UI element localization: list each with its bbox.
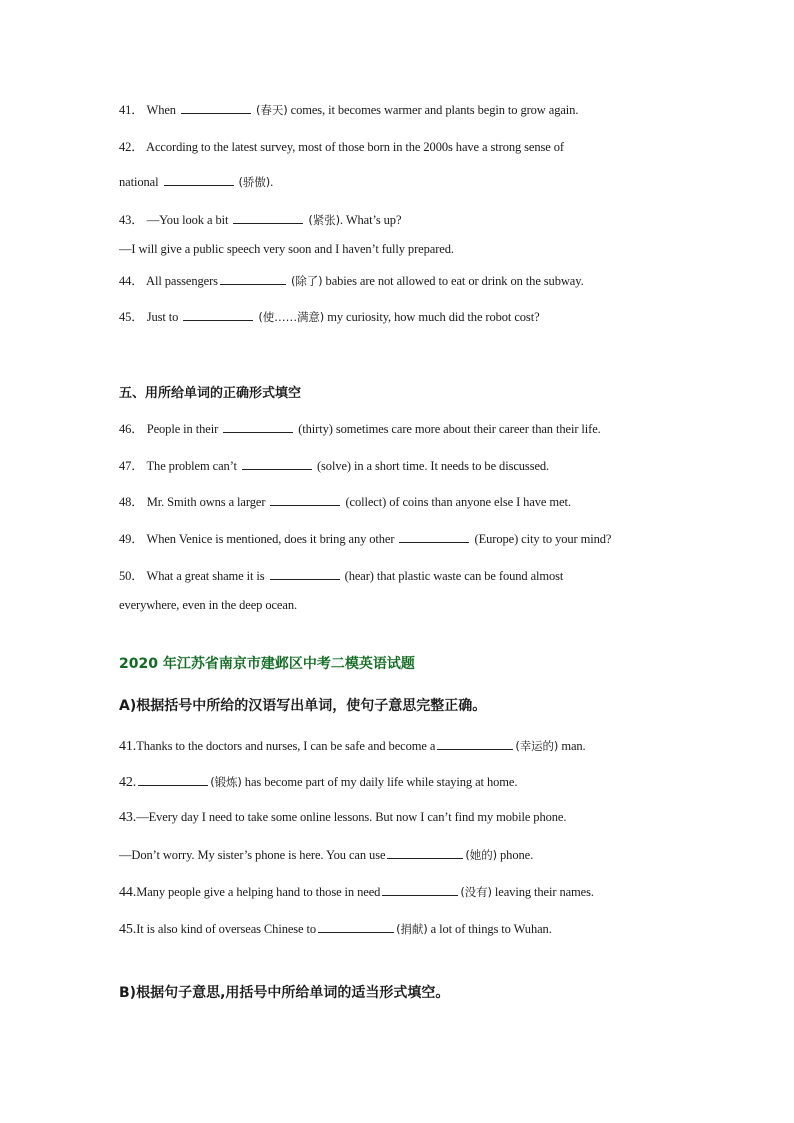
exam2-question-42 <box>119 773 517 791</box>
part-b-heading: B)根据句子意思,用括号中所给单词的适当形式填空。 <box>119 985 450 1001</box>
question-44 <box>119 271 584 289</box>
question-text: Many people give a helping hand to those in need <box>136 885 381 899</box>
hint-text: (骄傲) <box>238 175 271 189</box>
question-number: 41. <box>119 739 137 754</box>
exam-title-year: 2020 <box>119 656 158 672</box>
question-number: 47． <box>119 459 144 473</box>
question-number: 42． <box>119 140 144 154</box>
question-42 <box>119 137 564 155</box>
question-number: 44. <box>119 885 137 900</box>
exam2-question-44 <box>119 883 594 901</box>
answer-blank[interactable] <box>437 737 513 750</box>
question-text: man. <box>558 739 586 753</box>
question-text: —Don’t worry. My sister’s phone is here. You can use <box>119 848 386 862</box>
question-number: 46． <box>119 422 144 436</box>
question-text: All passengers <box>146 274 218 288</box>
question-text: a lot of things to Wuhan. <box>427 922 552 936</box>
question-number: 50． <box>119 569 144 583</box>
question-text: —I will give a public speech very soon and I haven’t fully prepared. <box>119 242 454 256</box>
hint-text: (她的) <box>465 848 497 862</box>
question-text: that plastic waste can be found almost <box>373 569 564 583</box>
question-47 <box>119 456 549 474</box>
question-43 <box>119 210 401 228</box>
question-text: comes, it becomes warmer and plants begin to grow again. <box>287 103 579 117</box>
hint-text: (collect) <box>345 495 387 509</box>
question-number: 41． <box>119 103 144 117</box>
question-text: of coins than anyone else I have met. <box>386 495 571 509</box>
question-text: . <box>270 175 274 189</box>
question-text: city to your mind? <box>518 532 612 546</box>
question-text: What a great shame it is <box>146 569 268 583</box>
question-number: 45． <box>119 310 144 324</box>
question-number: 44． <box>119 274 144 288</box>
question-text: It is also kind of overseas Chinese to <box>136 922 317 936</box>
hint-text: (除了) <box>290 274 323 288</box>
question-text: —You look a bit <box>146 213 232 227</box>
question-text: Mr. Smith owns a larger <box>146 495 269 509</box>
question-text: When <box>146 103 179 117</box>
question-50 <box>119 566 563 584</box>
answer-blank[interactable] <box>387 846 463 859</box>
question-text: babies are not allowed to eat or drink on the subway. <box>322 274 584 288</box>
answer-blank[interactable] <box>223 420 293 433</box>
hint-text: (hear) <box>344 569 374 583</box>
hint-text: (锻炼) <box>210 775 242 789</box>
hint-text: (Europe) <box>474 532 519 546</box>
question-text: Thanks to the doctors and nurses, I can be safe and become a <box>136 739 436 753</box>
question-46 <box>119 419 601 437</box>
exam2-question-43-reply <box>119 846 533 863</box>
answer-blank[interactable] <box>181 101 251 114</box>
question-48 <box>119 492 571 510</box>
question-text: . What’s up? <box>340 213 402 227</box>
question-text: phone. <box>497 848 534 862</box>
exam-title-text: 年江苏省南京市建邺区中考二模英语试题 <box>157 656 415 672</box>
answer-blank[interactable] <box>233 211 303 224</box>
question-number: 45. <box>119 922 137 937</box>
question-text: has become part of my daily life while staying at home. <box>241 775 518 789</box>
question-text: People in their <box>146 422 222 436</box>
answer-blank[interactable] <box>318 920 394 933</box>
question-number: 43. <box>119 810 137 825</box>
hint-text: (捐献) <box>396 922 428 936</box>
question-41 <box>119 100 578 118</box>
question-50-cont <box>119 598 297 613</box>
question-text: leaving their names. <box>491 885 594 899</box>
question-number: 49． <box>119 532 144 546</box>
answer-blank[interactable] <box>382 883 458 896</box>
question-text: in a short time. It needs to be discussed. <box>350 459 550 473</box>
hint-text: (紧张) <box>308 213 340 227</box>
question-number: 42. <box>119 775 137 790</box>
hint-text: (没有) <box>460 885 492 899</box>
question-text: Just to <box>146 310 182 324</box>
hint-text: (thirty) <box>298 422 333 436</box>
hint-text: (春天) <box>256 103 288 117</box>
question-number: 48． <box>119 495 144 509</box>
answer-blank[interactable] <box>220 272 286 285</box>
question-text: —Every day I need to take some online lessons. But now I can’t find my mobile phone. <box>136 810 567 824</box>
question-45 <box>119 307 540 325</box>
question-42-cont <box>119 173 273 190</box>
exam2-question-43 <box>119 810 566 826</box>
hint-text: (使……满意) <box>258 310 325 324</box>
question-text: The problem can’t <box>146 459 240 473</box>
answer-blank[interactable] <box>270 493 340 506</box>
answer-blank[interactable] <box>242 457 312 470</box>
question-number: 43． <box>119 213 144 227</box>
answer-blank[interactable] <box>138 773 208 786</box>
part-a-heading: A)根据括号中所给的汉语写出单词，使句子意思完整正确。 <box>119 698 487 714</box>
hint-text: (幸运的) <box>515 739 559 753</box>
exam-title <box>119 653 415 673</box>
section-heading: 五、用所给单词的正确形式填空 <box>119 386 302 401</box>
answer-blank[interactable] <box>270 567 340 580</box>
exam2-question-41 <box>119 737 586 755</box>
question-43-reply <box>119 242 454 257</box>
question-text: When Venice is mentioned, does it bring any other <box>146 532 398 546</box>
exam2-question-45 <box>119 920 552 938</box>
answer-blank[interactable] <box>183 308 253 321</box>
question-text: everywhere, even in the deep ocean. <box>119 598 298 612</box>
answer-blank[interactable] <box>399 530 469 543</box>
question-text: sometimes care more about their career than their life. <box>332 422 601 436</box>
answer-blank[interactable] <box>164 173 234 186</box>
question-text: national <box>119 175 162 189</box>
hint-text: (solve) <box>316 459 351 473</box>
question-text: According to the latest survey, most of those born in the 2000s have a strong sense of <box>146 140 564 154</box>
question-text: my curiosity, how much did the robot cost? <box>324 310 540 324</box>
question-49 <box>119 529 611 547</box>
